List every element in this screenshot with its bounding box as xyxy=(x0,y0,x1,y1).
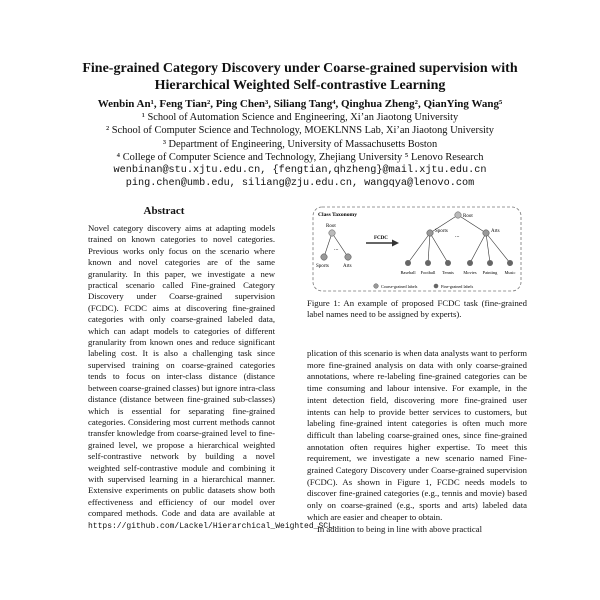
legend-fine-label: Fine-grained labels xyxy=(441,284,474,289)
leaf-label-baseball: Baseball xyxy=(400,270,416,275)
root-node-right xyxy=(455,212,461,218)
legend-coarse-marker xyxy=(374,284,379,289)
leaf-label-movies: Movies xyxy=(463,270,477,275)
author-names: Wenbin An¹, Feng Tian², Ping Chen³, Siliang Tang⁴, Qinghua Zheng², QianYing Wang⁵ xyxy=(97,98,503,110)
affiliation-3: ³ Department of Engineering, University of Massachusetts Boston xyxy=(162,138,438,150)
author-block xyxy=(20,98,580,190)
legend-fine-marker xyxy=(434,284,439,289)
sports-node-left xyxy=(321,254,327,260)
leaf-label-painting: Painting xyxy=(482,270,498,275)
body-paragraph-1: plication of this scenario is when data analysts want to perform more fine-grained analysis on data with only coarse-grained annotations, where re-labeling fine-grained categories can be time consuming and labour intensive. For example, in the intent detection field, discovering more fine-grained user intents can help to provide better services to customers, but labeling fine-grained intent categories is often much more difficult than labeling coarse-grained ones, since fine-grained annotation often requires higher expertise. To meet this requirement, we investigate a new scenario named Fine-grained Category Discovery under Coarse-grained supervision (FCDC). As shown in Figure 1, FCDC needs models to discover fine-grained categories (e.g., tennis and movie) based only on coarse-grained (e.g., sports and arts) labeled data which are easier and cheaper to obtain. xyxy=(307,348,527,522)
taxonomy-label: Class Taxonomy xyxy=(318,212,358,218)
email-line-2: ping.chen@umb.edu, siliang@zju.edu.cn, wangqya@lenovo.com xyxy=(125,178,475,190)
root-node-left xyxy=(329,230,335,236)
leaf-node xyxy=(405,260,411,266)
fcdc-arrow-label: FCDC xyxy=(374,236,388,241)
root-label-right: Root xyxy=(463,214,473,219)
abstract-text: Novel category discovery aims at adapting models trained on known categories to novel categories. Previous works only focus on the scenario where known and novel categories are of the same granularity. In this paper, we investigate a new practical scenario called Fine-grained Category Discovery under Coarse-grained supervision (FCDC). FCDC aims at discovering fine-grained categories with only coarse-grained labeled data, which can adapt models to categories of different granularity from known ones and reduce significant labeling cost. It is also a challenging task since supervised training on coarse-grained categories tends to focus on inter-class distance (distance between coarse-grained classes) but ignore intra-class distance (distance between fine-grained sub-classes) which is essential for separating fine-grained categories. Considering most current methods cannot transfer knowledge from coarse-grained level to fine-grained level, we propose a hierarchical weighted self-contrastive network by building a novel weighted self-contrastive module and combining it with supervised learning in a hierarchical manner. Extensive experiments on public datasets show both effectiveness and efficiency of our model over compared methods. Code and data are available at xyxy=(88,223,275,519)
leaf-node xyxy=(507,260,513,266)
ellipsis-right: ... xyxy=(455,233,460,239)
leaf-node xyxy=(425,260,431,266)
legend-coarse-label: Coarse-grained labels xyxy=(381,284,418,289)
leaf-node xyxy=(487,260,493,266)
leaf-nodes xyxy=(405,260,513,266)
paper-title xyxy=(40,60,560,94)
title-line-1: Fine-grained Category Discovery under Coarse-grained supervision with xyxy=(82,61,518,76)
figure-frame xyxy=(313,207,521,291)
figure-1 xyxy=(310,205,524,297)
arts-node-left xyxy=(345,254,351,260)
body-column-right xyxy=(307,348,527,535)
ellipsis-left: ... xyxy=(334,246,339,252)
leaf-node xyxy=(445,260,451,266)
sports-label-right: Sports xyxy=(435,229,448,234)
sports-label-left: Sports xyxy=(316,264,329,269)
abstract-heading: Abstract xyxy=(143,205,185,217)
affiliation-4: ⁴ College of Computer Science and Technology, Zhejiang University ⁵ Lenovo Research xyxy=(116,151,484,163)
leaf-label-tennis: Tennis xyxy=(442,270,454,275)
email-line-1: wenbinan@stu.xjtu.edu.cn, {fengtian,qhzheng}@mail.xjtu.edu.cn xyxy=(113,165,487,177)
figure-caption: Figure 1: An example of proposed FCDC task (fine-grained label names need to be assigned by experts). xyxy=(307,298,527,320)
arts-label-left: Arts xyxy=(343,264,352,269)
arts-label-right: Arts xyxy=(491,229,500,234)
arts-node-right xyxy=(483,230,489,236)
affiliation-1: ¹ School of Automation Science and Engineering, Xi’an Jiaotong University xyxy=(141,112,459,124)
title-line-2: Hierarchical Weighted Self-contrastive Learning xyxy=(154,78,446,93)
sports-node-right xyxy=(427,230,433,236)
leaf-label-music: Music xyxy=(504,270,516,275)
root-label-left: Root xyxy=(326,224,336,229)
body-paragraph-2: In addition to being in line with above practical xyxy=(317,523,483,534)
leaf-node xyxy=(467,260,473,266)
leaf-label-football: Football xyxy=(420,270,436,275)
code-link[interactable]: https://github.com/Lackel/Hierarchical_Weighted_SCL. xyxy=(88,521,338,531)
affiliation-2: ² School of Computer Science and Technology, MOEKLNNS Lab, Xi’an Jiaotong University xyxy=(106,125,494,137)
